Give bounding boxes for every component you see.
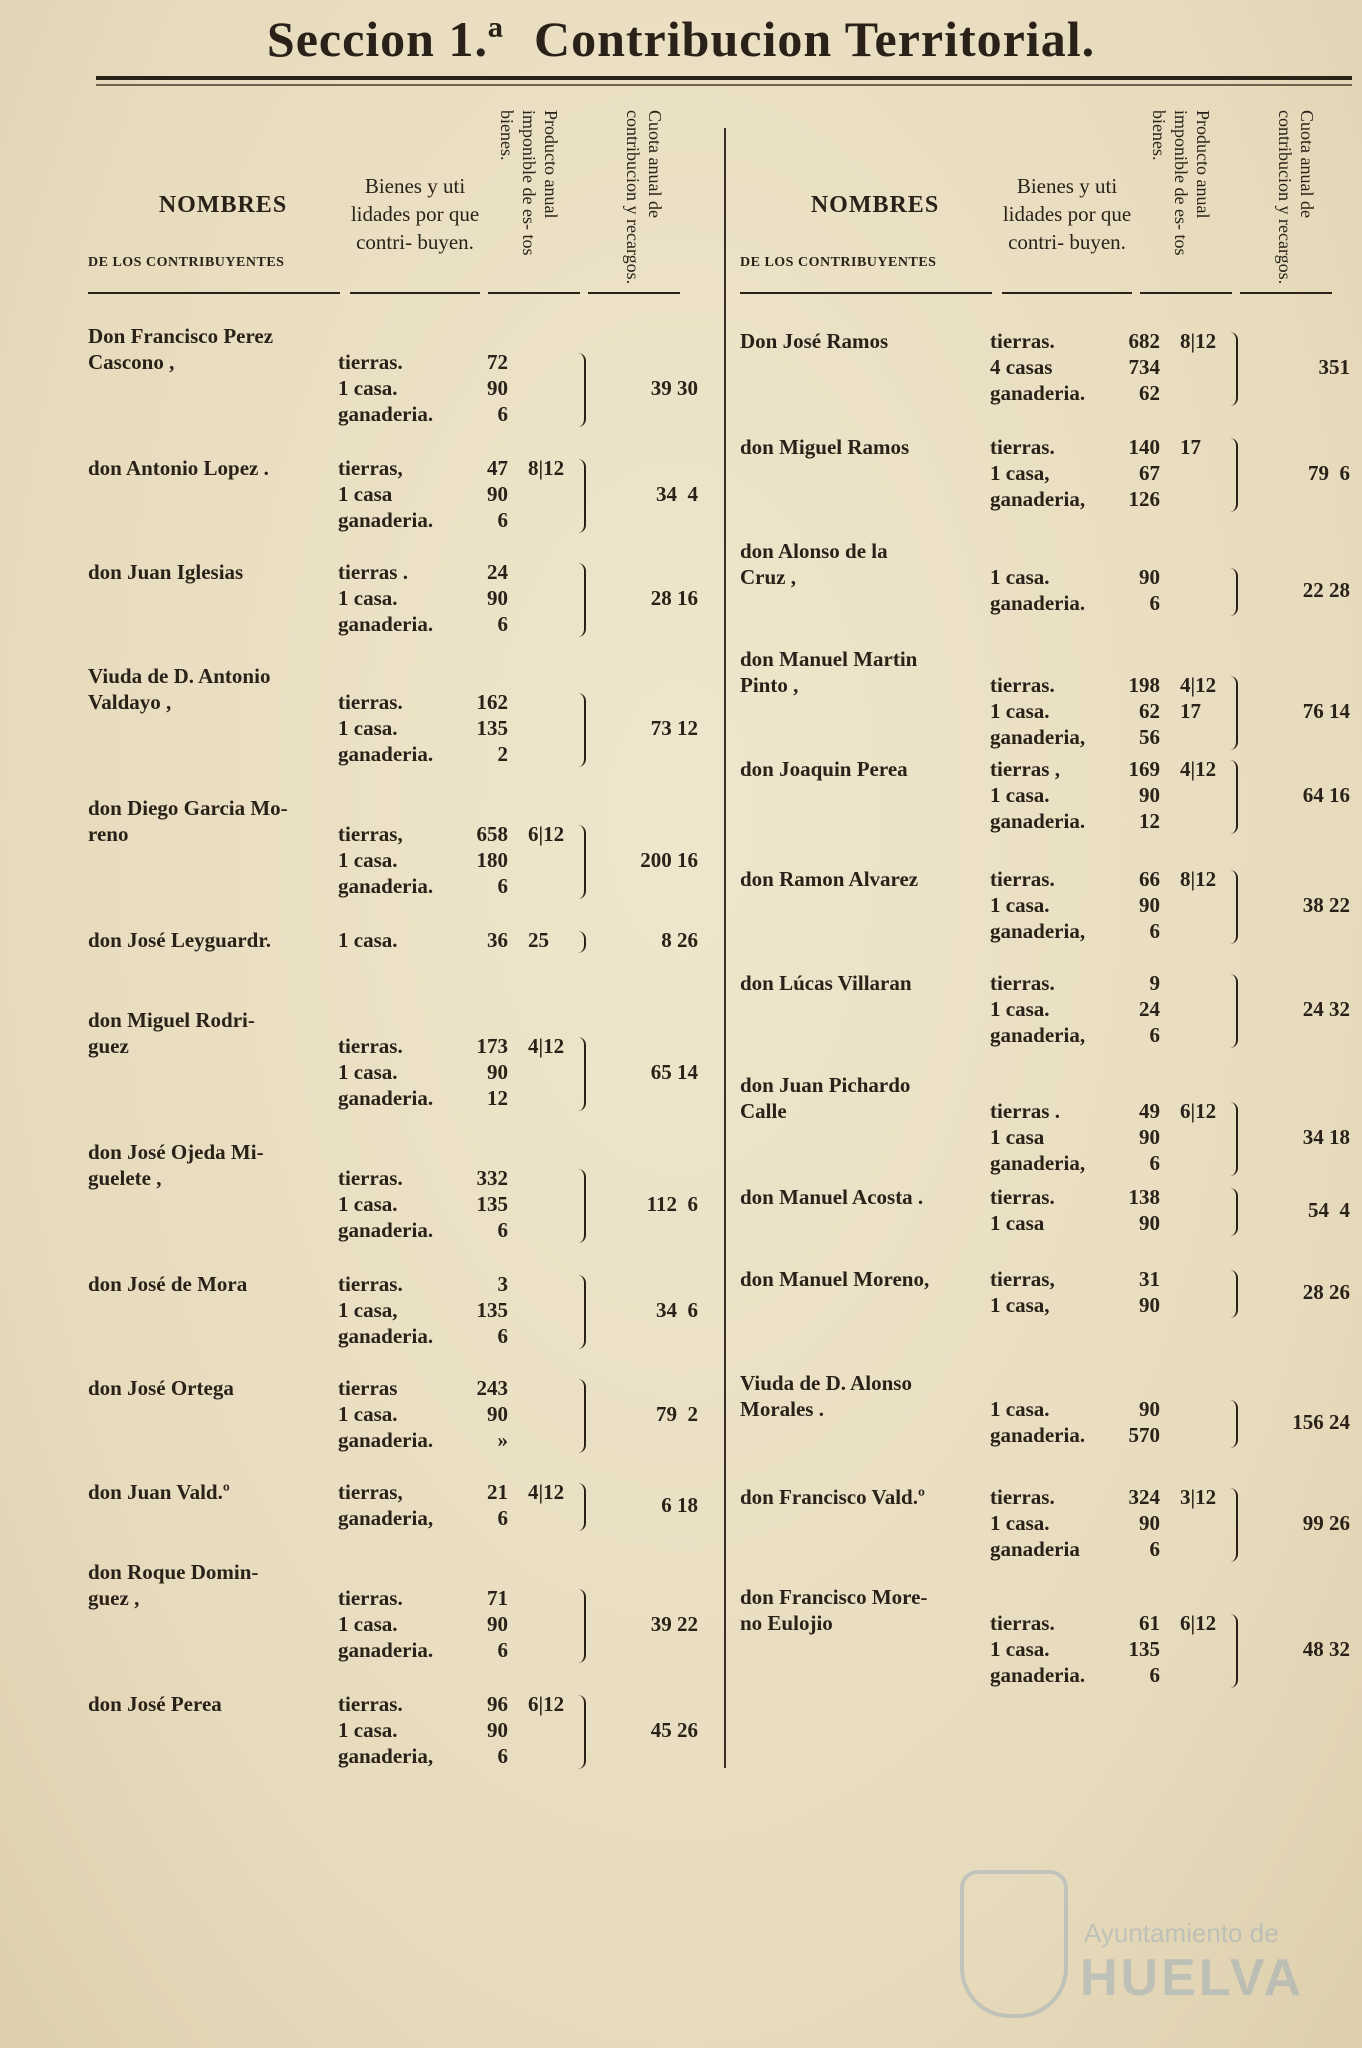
property-type: tierras. [338,1034,403,1058]
property-type: 1 casa. [338,1402,398,1426]
header-rule [350,292,480,294]
property-type: ganaderia [990,1537,1080,1561]
brace-mark [576,1169,586,1243]
property-type: ganaderia. [338,402,434,426]
property-value: 6 [497,1638,508,1662]
property-value: 332 [476,1166,508,1190]
property-type: ganaderia. [990,1423,1086,1447]
producto-value: 6|12 [1180,1099,1217,1123]
contributor-name: don Alonso de la Cruz , [740,539,888,589]
property-type: 1 casa, [990,461,1050,485]
contributor-name: don Ramon Alvarez [740,867,919,891]
title-rule [96,76,1352,80]
property-type: tierras. [338,350,403,374]
property-type: tierras [338,1376,398,1400]
property-value: 570 [1128,1423,1160,1447]
contributor-name: don José de Mora [88,1272,248,1296]
property-type: ganaderia. [990,381,1086,405]
property-type: ganaderia. [338,742,434,766]
property-value: 169 [1128,757,1160,781]
property-type: 1 casa. [990,565,1050,589]
property-value: 6 [1149,1537,1160,1561]
brace-mark [1228,974,1238,1048]
property-type: tierras. [338,690,403,714]
cuota-value: 54 4 [1308,1198,1350,1222]
contributor-name: don Manuel Acosta . [740,1185,924,1209]
watermark-stamp [960,1850,1320,2030]
producto-value: 8|12 [1180,329,1217,353]
property-value: 67 [1139,461,1160,485]
property-type: 1 casa. [338,848,398,872]
property-value: 162 [476,690,508,714]
property-value: 2 [497,742,508,766]
property-type: 1 casa. [990,893,1050,917]
contributor-name: don José Perea [88,1692,222,1716]
title-text: Contribucion Territorial. [533,11,1096,67]
cuota-value: 76 14 [1302,699,1350,723]
property-value: 135 [476,716,508,740]
property-value: 324 [1128,1485,1160,1509]
header-producto: Producto anual imponible de es- tos bienes. [1149,110,1213,256]
property-value: 71 [487,1586,508,1610]
cuota-value: 45 26 [650,1718,698,1742]
property-type: tierras , [990,757,1060,781]
property-type: 1 casa. [990,1511,1050,1535]
contributor-name: don José Ortega [88,1376,234,1400]
header-cuota: Cuota anual de contribucion y recargos. [623,110,665,285]
contributor-name: don Juan Vald.º [88,1480,230,1504]
contributor-name: don Lúcas Villaran [740,971,912,995]
header-contribuyentes: DE LOS CONTRIBUYENTES [88,255,285,270]
property-value: 658 [476,822,508,846]
property-type: ganaderia, [990,919,1086,943]
property-type: tierras, [338,822,403,846]
property-value: 6 [1149,1663,1160,1687]
property-value: 72 [487,350,508,374]
producto-value: 6|12 [528,1692,565,1716]
property-value: 47 [487,456,508,480]
property-type: tierras. [338,1586,403,1610]
header-rule [1240,292,1332,294]
title-rule-thin [96,84,1352,86]
brace-mark [576,1379,586,1453]
producto-value: 4|12 [528,1034,565,1058]
property-value: 6 [1149,919,1160,943]
property-type: 1 casa, [338,1298,398,1322]
cuota-value: 99 26 [1302,1511,1350,1535]
property-type: tierras . [990,1099,1060,1123]
cuota-value: 28 26 [1302,1280,1350,1304]
property-value: 6 [1149,1151,1160,1175]
property-value: 24 [1139,997,1160,1021]
property-type: 1 casa [338,482,393,506]
property-value: 90 [487,586,508,610]
property-value: 90 [487,1718,508,1742]
producto-value: 6|12 [528,822,565,846]
property-type: tierras. [338,1692,403,1716]
property-type: 1 casa. [990,1397,1050,1421]
contributor-name: don Francisco More- no Eulojio [740,1585,928,1635]
header-nombres: NOMBRES [810,192,940,218]
cuota-value: 24 32 [1302,997,1350,1021]
contributor-name: don Manuel Martin Pinto , [740,647,918,697]
property-value: 6 [497,1324,508,1348]
property-value: 90 [487,482,508,506]
header-rule [1002,292,1132,294]
property-value: 24 [487,560,508,584]
cuota-value: 79 2 [656,1402,698,1426]
header-bienes: Bienes y uti lidades por que contri- buyen. [350,174,480,254]
contributor-name: don Francisco Vald.º [740,1485,925,1509]
property-type: tierras. [990,673,1055,697]
contributor-name: don José Leyguardr. [88,928,272,952]
property-value: 66 [1139,867,1160,891]
header-producto: Producto anual imponible de es- tos bienes. [497,110,561,256]
property-value: 49 [1139,1099,1160,1123]
contributor-name: Viuda de D. Alonso Morales . [740,1371,912,1421]
property-type: 4 casas [990,355,1053,379]
cuota-value: 38 22 [1302,893,1350,917]
property-type: tierras. [990,1485,1055,1509]
property-value: 90 [1139,1293,1160,1317]
property-value: 21 [487,1480,508,1504]
property-type: 1 casa. [338,376,398,400]
property-value: 6 [497,402,508,426]
cuota-value: 22 28 [1302,578,1350,602]
header-rule [1140,292,1232,294]
property-type: tierras. [338,1272,403,1296]
brace-mark [1228,1188,1238,1236]
property-type: ganaderia, [338,1506,434,1530]
property-type: ganaderia. [990,591,1086,615]
producto-value: 4|12 [1180,757,1217,781]
property-type: 1 casa. [990,997,1050,1021]
property-type: ganaderia. [338,874,434,898]
header-contribuyentes: DE LOS CONTRIBUYENTES [740,255,937,270]
cuota-value: 73 12 [650,716,698,740]
property-value: 90 [1139,1511,1160,1535]
property-value: 682 [1128,329,1160,353]
property-value: 90 [1139,1125,1160,1149]
cuota-value: 112 6 [646,1192,698,1216]
property-type: 1 casa. [338,1612,398,1636]
property-value: 90 [1139,893,1160,917]
header-cuota: Cuota anual de contribucion y recargos. [1275,110,1317,285]
property-value: 56 [1139,725,1160,749]
cuota-value: 28 16 [650,586,698,610]
cuota-value: 48 32 [1302,1637,1350,1661]
property-value: 6 [1149,1023,1160,1047]
watermark-line2: HUELVA [1080,1949,1305,2007]
property-value: 61 [1139,1611,1160,1635]
cuota-value: 351 [1318,355,1350,379]
property-type: ganaderia. [338,1638,434,1662]
property-value: 243 [476,1376,508,1400]
property-value: 90 [487,1402,508,1426]
cuota-value: 8 26 [661,928,698,952]
contributor-name: don José Ojeda Mi- guelete , [88,1140,264,1190]
cuota-value: 34 18 [1302,1125,1350,1149]
property-value: 90 [487,1612,508,1636]
header-rule [588,292,680,294]
property-type: 1 casa. [338,1192,398,1216]
property-value: 140 [1128,435,1160,459]
property-type: 1 casa. [338,928,398,952]
contributor-name: don Juan Pichardo Calle [740,1073,911,1123]
header-rule [740,292,992,294]
property-type: 1 casa [990,1125,1045,1149]
property-value: 62 [1139,699,1160,723]
property-type: 1 casa. [990,783,1050,807]
left-column-header [88,110,700,300]
property-type: 1 casa [990,1211,1045,1235]
property-type: tierras, [338,456,403,480]
property-type: tierras. [990,971,1055,995]
contributor-name: don Diego Garcia Mo- reno [88,796,288,846]
property-type: tierras. [338,1166,403,1190]
property-value: 36 [487,928,508,952]
property-value: 90 [487,1060,508,1084]
property-type: tierras. [990,1185,1055,1209]
property-value: 96 [487,1692,508,1716]
brace-mark [1228,1270,1238,1318]
property-type: 1 casa. [338,586,398,610]
contributor-name: Don Francisco Perez Cascono , [88,324,274,374]
cuota-value: 156 24 [1292,1410,1350,1434]
producto-value: 4|12 [528,1480,565,1504]
property-type: 1 casa, [990,1293,1050,1317]
property-type: ganaderia, [338,1744,434,1768]
header-rule [488,292,580,294]
property-value: 6 [497,1506,508,1530]
property-value: 90 [1139,1397,1160,1421]
cuota-value: 64 16 [1302,783,1350,807]
section-label: Seccion 1.ª [266,11,504,67]
property-type: tierras. [990,329,1055,353]
shield-icon [960,1870,1068,2018]
property-value: 138 [1128,1185,1160,1209]
cuota-value: 39 22 [650,1612,698,1636]
property-value: 9 [1149,971,1160,995]
property-type: ganaderia. [338,1324,434,1348]
contributor-name: don Miguel Rodri- guez [88,1008,255,1058]
contributor-name: don Manuel Moreno, [740,1267,930,1291]
property-value: 180 [476,848,508,872]
right-column-header [740,110,1352,300]
producto-value: 3|12 [1180,1485,1217,1509]
brace-mark [576,693,586,767]
property-value: 6 [497,1218,508,1242]
property-type: ganaderia, [990,487,1086,511]
property-value: 3 [497,1272,508,1296]
contributor-name: don Juan Iglesias [88,560,244,584]
property-type: 1 casa. [990,1637,1050,1661]
cuota-value: 200 16 [640,848,698,872]
header-rule [88,292,340,294]
property-value: 6 [497,1744,508,1768]
brace-mark [576,563,586,637]
producto-value: 25 [528,928,549,952]
property-value: 6 [497,874,508,898]
property-value: 6 [497,612,508,636]
property-value: 31 [1139,1267,1160,1291]
cuota-value: 79 6 [1308,461,1350,485]
property-value: 62 [1139,381,1160,405]
property-value: » [497,1428,508,1452]
producto-value: 4|12 17 [1180,673,1217,723]
property-value: 135 [1128,1637,1160,1661]
brace-mark [576,353,586,427]
property-value: 90 [1139,565,1160,589]
producto-value: 6|12 [1180,1611,1217,1635]
property-type: ganaderia, [990,725,1086,749]
property-type: ganaderia. [338,1428,434,1452]
header-nombres: NOMBRES [158,192,288,218]
property-type: ganaderia. [338,612,434,636]
contributor-name: Don José Ramos [740,329,889,353]
property-value: 90 [1139,1211,1160,1235]
contributor-name: don Miguel Ramos [740,435,910,459]
cuota-value: 34 4 [656,482,698,506]
property-type: ganaderia. [990,1663,1086,1687]
contributor-name: don Joaquin Perea [740,757,908,781]
producto-value: 8|12 [1180,867,1217,891]
property-value: 734 [1128,355,1160,379]
watermark-line1: Ayuntamiento de [1084,1918,1279,1948]
contributor-name: Viuda de D. Antonio Valdayo , [88,664,271,714]
property-value: 135 [476,1298,508,1322]
property-type: tierras. [990,1611,1055,1635]
property-type: 1 casa. [338,1060,398,1084]
property-type: ganaderia. [338,1218,434,1242]
property-value: 90 [1139,783,1160,807]
property-value: 173 [476,1034,508,1058]
contributor-name: don Roque Domin- guez , [88,1560,259,1610]
property-value: 12 [487,1086,508,1110]
property-value: 12 [1139,809,1160,833]
property-type: tierras . [338,560,408,584]
property-type: ganaderia. [338,508,434,532]
column-divider [724,128,726,1768]
property-value: 198 [1128,673,1160,697]
producto-value: 8|12 [528,456,565,480]
property-value: 90 [487,376,508,400]
property-type: 1 casa. [338,716,398,740]
property-value: 135 [476,1192,508,1216]
property-value: 6 [497,508,508,532]
right-column [740,110,1352,1687]
brace-mark [1228,568,1238,616]
property-type: ganaderia, [990,1023,1086,1047]
property-value: 6 [1149,591,1160,615]
property-type: tierras. [990,867,1055,891]
header-bienes: Bienes y uti lidades por que contri- buyen. [1002,174,1132,254]
property-type: ganaderia. [338,1086,434,1110]
property-type: tierras, [990,1267,1055,1291]
producto-value: 17 [1180,435,1201,459]
property-type: tierras. [990,435,1055,459]
page-title [0,10,1362,68]
property-type: ganaderia. [990,809,1086,833]
property-value: 126 [1128,487,1160,511]
cuota-value: 6 18 [661,1493,698,1517]
contributor-name: don Antonio Lopez . [88,456,269,480]
cuota-value: 39 30 [650,376,698,400]
property-type: 1 casa. [338,1718,398,1742]
property-type: 1 casa. [990,699,1050,723]
cuota-value: 65 14 [650,1060,698,1084]
cuota-value: 34 6 [656,1298,698,1322]
property-type: tierras, [338,1480,403,1504]
brace-mark [1228,1400,1238,1448]
left-column [88,110,700,1768]
brace-mark [576,1589,586,1663]
brace-mark [576,1275,586,1349]
property-type: ganaderia, [990,1151,1086,1175]
